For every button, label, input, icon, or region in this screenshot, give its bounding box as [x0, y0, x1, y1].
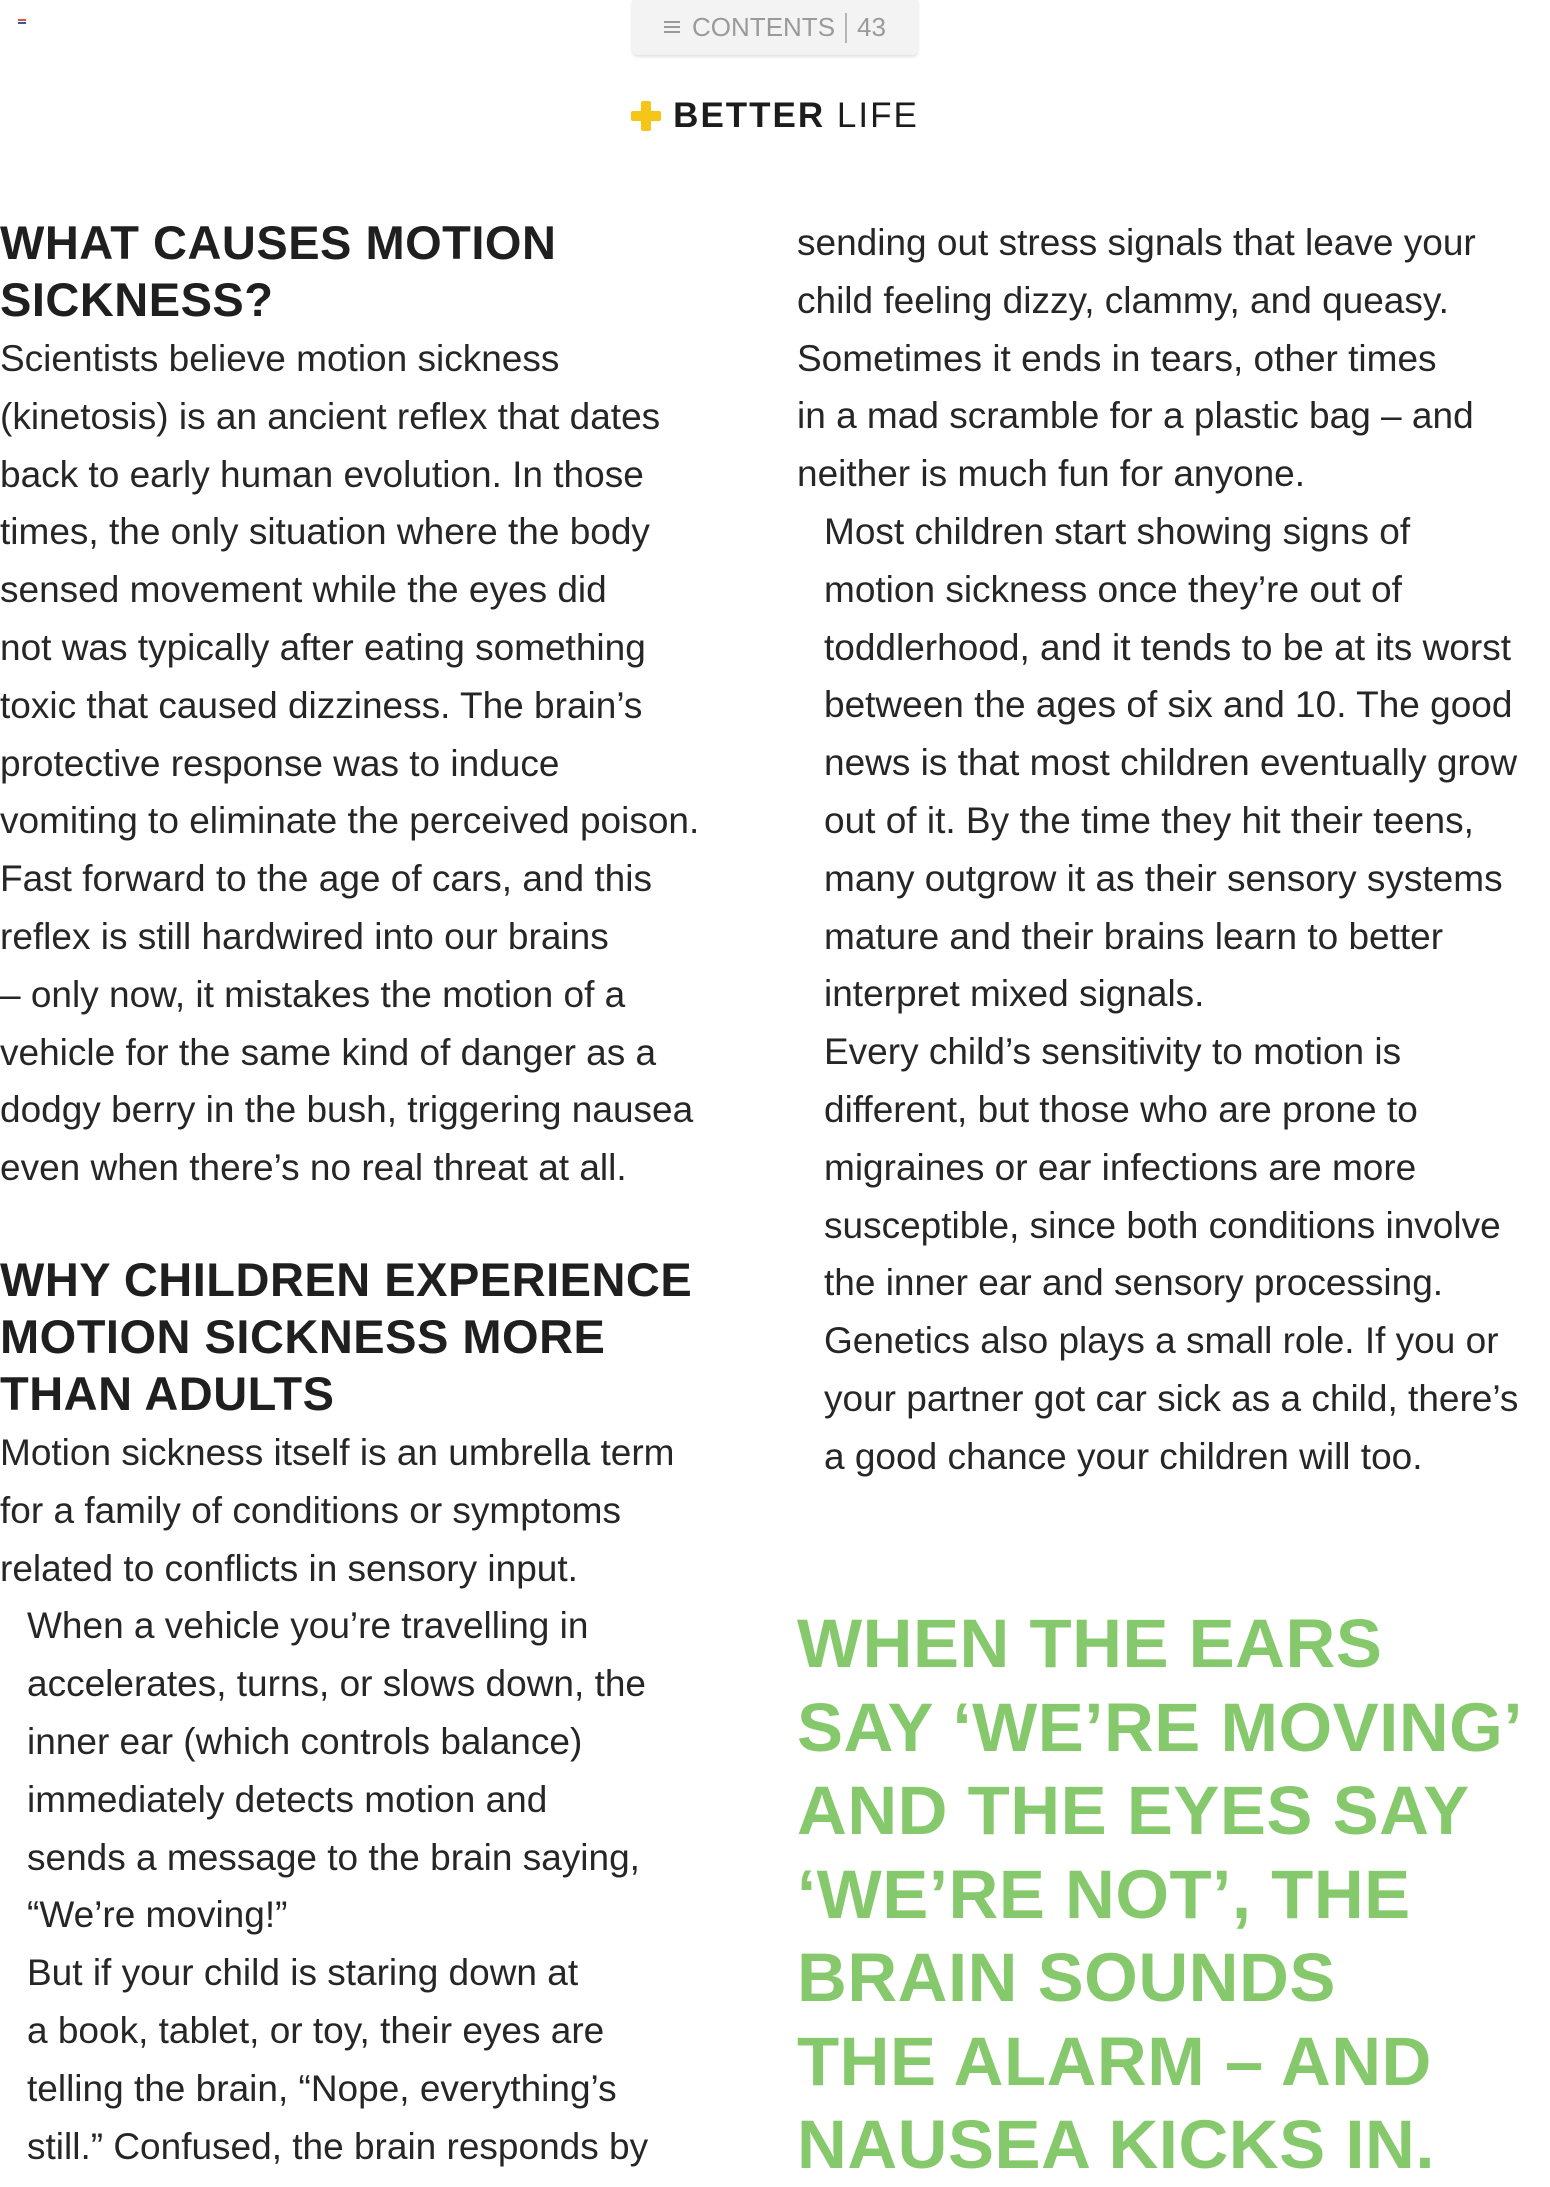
section-title-regular: LIFE — [836, 96, 919, 135]
paragraph: Scientists believe motion sickness (kinetosis) is an ancient reflex that dates back to early human evolution. In those times, the only situation where the body sensed movement while the eyes did not was typically after eating something toxic that caused dizziness. The brain’s protective response was to induce vomiting to eliminate the perceived poison. Fast forward to the age of cars, and this reflex is still hardwired into our brains – only now, it mistakes the motion of a vehicle for the same kind of danger as a dodgy berry in the bush, triggering nausea even when there’s no real threat at all. — [0, 338, 700, 1189]
section-title-bold: BETTER — [673, 96, 826, 135]
corner-mark-icon — [18, 19, 26, 27]
pull-quote: WHEN THE EARS SAY ‘WE’RE MOVING’ AND THE EYES SAY ‘WE’RE NOT’, THE BRAIN SOUNDS THE ALARM – AND NAUSEA KICKS IN. — [797, 1605, 1523, 2183]
plus-cross-icon — [631, 101, 661, 131]
menu-icon — [664, 21, 680, 34]
paragraph: sending out stress signals that leave your child feeling dizzy, clammy, and queasy. Sometimes it ends in tears, other times in a mad scramble for a plastic bag – and neither is much fun for anyone. — [797, 222, 1476, 495]
paragraph: But if your child is staring down at a book, tablet, or toy, their eyes are telling the brain, “Nope, everything’s still.” Confused, the brain responds by — [27, 1952, 649, 2167]
section-header — [0, 96, 1550, 136]
right-column — [797, 214, 1550, 1486]
left-column — [0, 214, 770, 2175]
paragraph: Most children start showing signs of motion sickness once they’re out of toddlerhood, and it tends to be at its worst between the ages of six and 10. The good news is that most children eventually grow out of it. By the time they hit their teens, many outgrow it as their sensory systems mature and their brains learn to better interpret mixed signals. — [824, 510, 1518, 1015]
paragraph: Every child’s sensitivity to motion is different, but those who are prone to migraines or ear infections are more susceptible, since both conditions involve the inner ear and sensory processing. Genetics also plays a small role. If you or your partner got car sick as a child, there’s a good chance your children will too. — [824, 1031, 1519, 1477]
contents-button[interactable] — [632, 0, 918, 55]
heading-what-causes: WHAT CAUSES MOTION SICKNESS? — [0, 216, 557, 326]
divider — [845, 13, 847, 43]
heading-why-children: WHY CHILDREN EXPERIENCE MOTION SICKNESS MORE THAN ADULTS — [0, 1252, 693, 1420]
contents-label: CONTENTS — [692, 12, 836, 42]
paragraph: Motion sickness itself is an umbrella term for a family of conditions or symptoms related to conflicts in sensory input. — [0, 1431, 675, 1589]
page-number: 43 — [857, 12, 886, 42]
paragraph: When a vehicle you’re travelling in accelerates, turns, or slows down, the inner ear (which controls balance) immediately detects motion and sends a message to the brain saying, “We’re moving!” — [27, 1605, 647, 1936]
